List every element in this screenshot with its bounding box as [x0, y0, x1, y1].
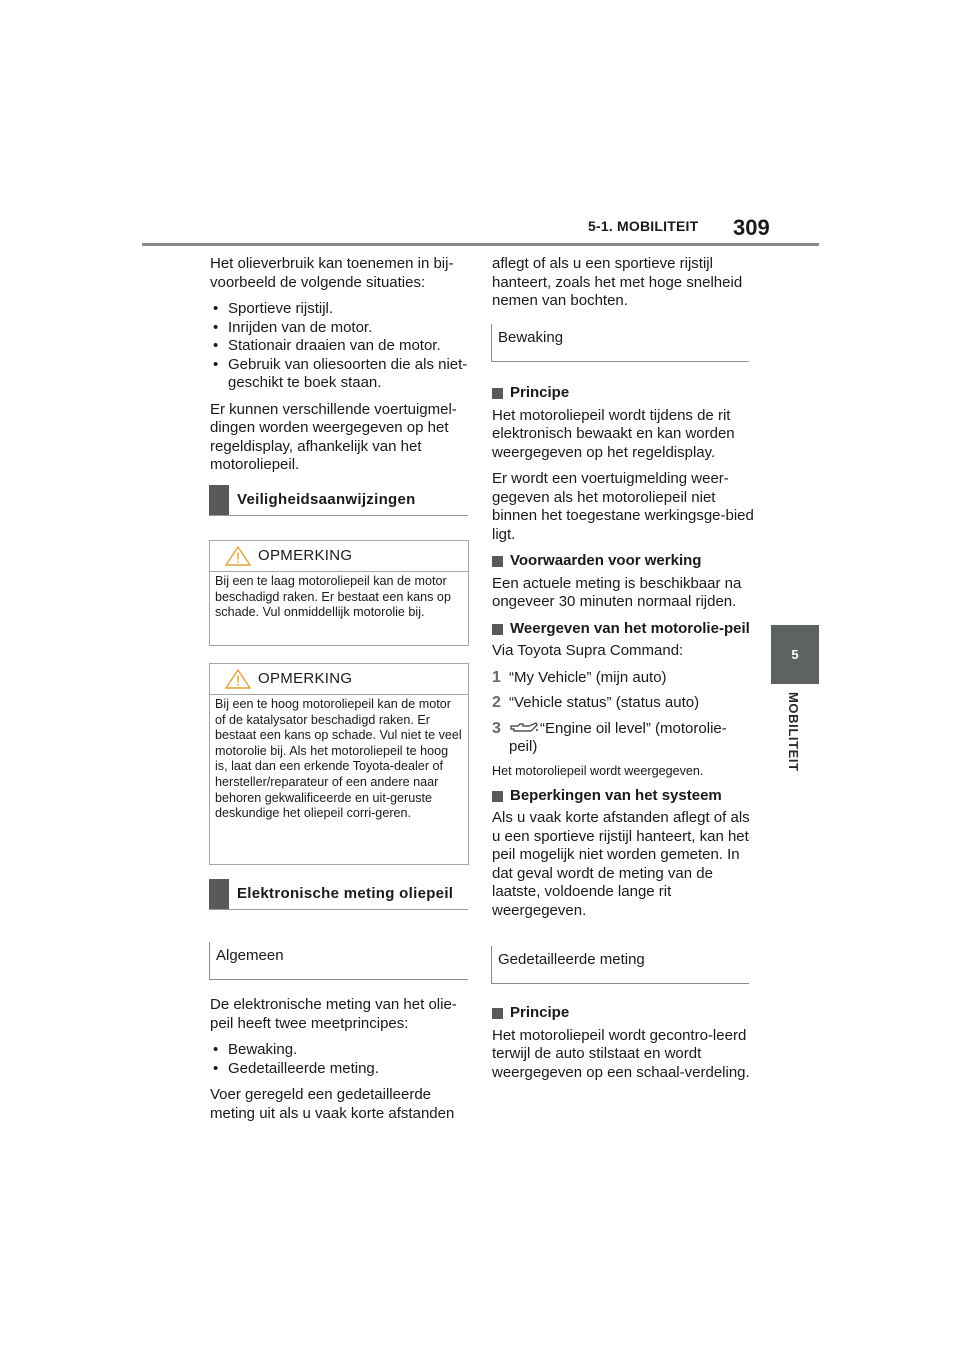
general-subheading: Algemeen: [209, 942, 468, 980]
step-text: “Engine oil level” (motorolie-peil): [509, 719, 727, 755]
notice-header: [210, 541, 468, 572]
electronic-measurement-heading: [209, 879, 468, 910]
section-title: 5-1. MOBILITEIT: [588, 218, 699, 234]
step-text: “My Vehicle” (mijn auto): [509, 668, 667, 686]
heading-bar: [209, 879, 229, 909]
limits-heading: Beperkingen van het systeem: [492, 787, 754, 806]
list-item: • Gebruik van oliesoorten die als niet-geschikt te boek staan.: [210, 356, 470, 393]
paragraph: Het motoroliepeil wordt tijdens de rit elektronisch bewaakt en kan worden weergegeven op het regeldisplay.: [492, 406, 735, 461]
heading-label: Elektronische meting oliepeil: [237, 885, 454, 902]
intro-text: Het olieverbruik kan toenemen in bij-voorbeeld de volgende situaties:: [210, 255, 454, 291]
right-column-bottom: [492, 1004, 754, 1090]
notice-header: [210, 664, 468, 695]
steps-list: [492, 669, 754, 757]
heading-bar: [209, 485, 229, 515]
principle-heading: Principe: [492, 1004, 754, 1023]
right-column-middle: [492, 384, 754, 928]
paragraph: De elektronische meting van het olie-peil heeft twee meetprincipes:: [210, 996, 457, 1032]
warning-triangle-icon: [225, 546, 251, 566]
display-heading: Weergeven van het motorolie-peil: [492, 620, 754, 639]
heading-label: Veiligheidsaanwijzingen: [237, 491, 416, 508]
list-item: [492, 720, 754, 757]
left-column-top: [210, 255, 470, 483]
page-number: 309: [733, 215, 770, 240]
paragraph: Er wordt een voertuigmelding weer-gegeven als het motoroliepeil niet binnen het toegestane werkingsge-bied ligt.: [492, 470, 754, 543]
step-number: 1: [492, 668, 501, 686]
paragraph: Er kunnen verschillende voertuigmel-dingen worden weergegeven op het regeldisplay, afhankelijk van het motoroliepeil.: [210, 400, 457, 473]
paragraph: aflegt of als u een sportieve rijstijl hanteert, zoals het met hoge snelheid nemen van bochten.: [492, 255, 743, 309]
paragraph: Een actuele meting is beschikbaar na ongeveer 30 minuten normaal rijden.: [492, 574, 742, 610]
display-note: Het motoroliepeil wordt weergegeven.: [492, 763, 704, 778]
step-text: “Vehicle status” (status auto): [509, 694, 700, 711]
notice-title: OPMERKING: [258, 547, 353, 564]
monitoring-subheading: Bewaking: [491, 324, 749, 362]
left-column-bottom: [210, 996, 470, 1131]
principles-bullet-list: [210, 1041, 470, 1078]
chapter-tab: 5: [771, 625, 819, 684]
notice-body: Bij een te laag motoroliepeil kan de motor beschadigd raken. Er bestaat een kans op schade. Vul onmiddellijk motorolie bij.: [215, 574, 451, 620]
notice-title: OPMERKING: [258, 670, 353, 687]
notice-box-low-oil: [209, 540, 469, 646]
chapter-label: MOBILITEIT: [786, 692, 801, 772]
paragraph: Voer geregeld een gedetailleerde meting uit als u vaak korte afstanden: [210, 1086, 455, 1122]
header-divider: [142, 243, 819, 246]
detailed-measurement-subheading: Gedetailleerde meting: [491, 946, 749, 984]
intro-bullet-list: [210, 300, 470, 393]
right-column-top: [492, 255, 754, 319]
list-item: [492, 694, 754, 713]
warning-triangle-icon: [225, 669, 251, 689]
list-item: [492, 669, 754, 688]
principle-heading: Principe: [492, 384, 754, 403]
step-number: 3: [492, 719, 501, 737]
notice-box-high-oil: [209, 663, 469, 865]
step-number: 2: [492, 694, 501, 711]
list-item: • Stationair draaien van de motor.: [210, 337, 470, 356]
list-item: • Gedetailleerde meting.: [210, 1060, 470, 1079]
list-item: • Inrijden van de motor.: [210, 319, 470, 338]
conditions-heading: Voorwaarden voor werking: [492, 552, 754, 571]
oil-can-icon: [509, 722, 539, 734]
paragraph: Het motoroliepeil wordt gecontro-leerd terwijl de auto stilstaat en wordt weergegeven op een schaal-verdeling.: [492, 1026, 750, 1081]
notice-body: Bij een te hoog motoroliepeil kan de motor of de katalysator beschadigd raken. Er bestaat een kans op schade. Vul niet te veel motorolie bij. Als het motoroliepeil te hoog is, laat dan een erkende Toyota-dealer of hersteller/reparateur of een andere naar behoren gekwalificeerde en uit-geruste deskundige het oliepeil corri-geren.: [215, 697, 462, 821]
list-item: • Bewaking.: [210, 1041, 470, 1060]
paragraph: Als u vaak korte afstanden aflegt of als u een sportieve rijstijl hanteert, kan het peil mogelijk niet worden gemeten. In dat geval wordt de meting van de laatste, voldoende lange rit weergegeven.: [492, 809, 750, 919]
list-item: • Sportieve rijstijl.: [210, 300, 470, 319]
paragraph: Via Toyota Supra Command:: [492, 642, 684, 659]
safety-heading: [209, 485, 468, 516]
